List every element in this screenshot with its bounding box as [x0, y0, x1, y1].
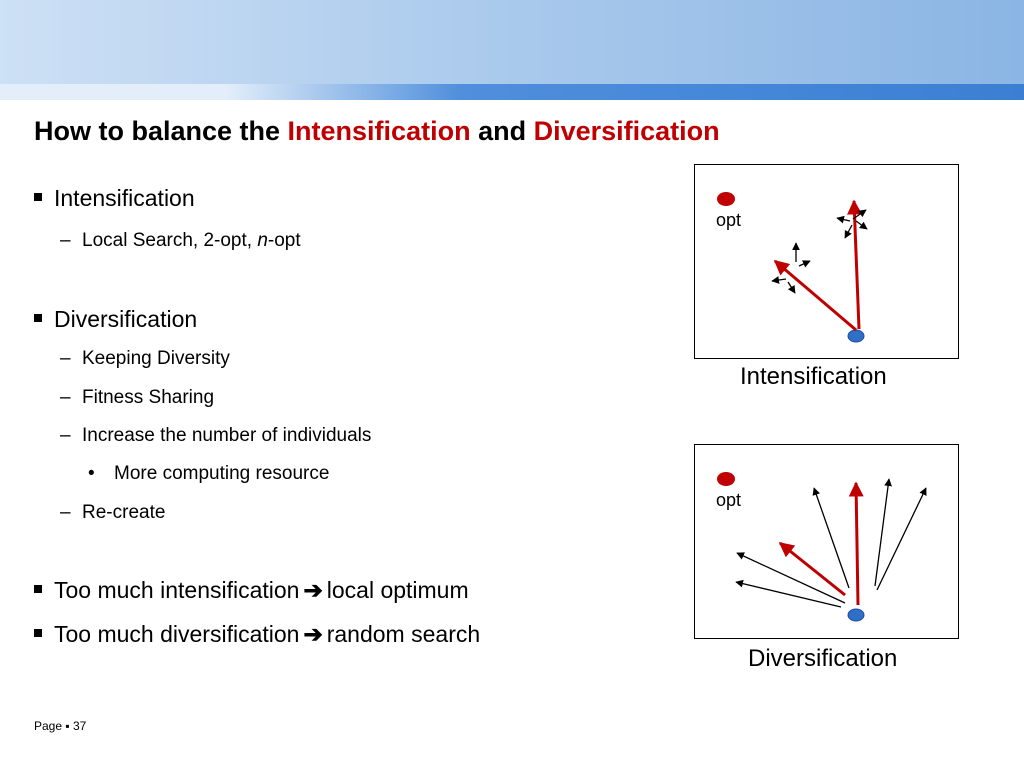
bullet-too-much-intensification [34, 577, 469, 604]
diversification-diagram [694, 444, 959, 639]
sub-bullet-text: Re-create [82, 502, 166, 523]
dash-marker: – [60, 230, 71, 251]
red-search-arrow [780, 543, 845, 595]
local-search-suffix: -opt [267, 230, 301, 251]
bullet-text: Diversification [54, 306, 198, 332]
title-intensification: Intensification [287, 116, 471, 146]
diverse-search-arrows [736, 479, 926, 607]
square-bullet-icon [34, 314, 42, 322]
red-search-arrow [775, 261, 856, 330]
sub-bullet-increase-individuals [60, 425, 371, 447]
bullet-intensification [34, 185, 195, 212]
sub-sub-bullet-text: More computing resource [114, 463, 330, 484]
diversification-diagram-svg [695, 445, 958, 638]
right-arrow-icon: ➔ [303, 577, 323, 603]
slide-title [34, 116, 720, 147]
red-search-arrow [854, 201, 859, 329]
bullet-text-suffix: local optimum [326, 577, 469, 603]
page-number: 37 [72, 719, 87, 733]
local-search-text: Local Search, 2-opt, [82, 230, 258, 251]
bullet-text: Too much diversification [54, 621, 300, 647]
title-prefix: How to balance the [34, 116, 288, 146]
dash-marker: – [60, 348, 71, 369]
page-label: Page [34, 719, 63, 733]
sub-bullet-text: Keeping Diversity [82, 348, 230, 369]
right-arrow-icon: ➔ [303, 621, 323, 647]
square-bullet-icon [34, 629, 42, 637]
title-diversification: Diversification [533, 116, 720, 146]
header-strip [0, 84, 1024, 100]
sub-bullet-text: Fitness Sharing [82, 387, 215, 408]
title-and: and [470, 116, 534, 146]
red-search-arrow [856, 483, 858, 605]
sub-bullet-local-search [60, 230, 301, 252]
page-footer [34, 719, 86, 733]
sub-bullet-text: Increase the number of individuals [82, 425, 372, 446]
opt-label: opt [716, 210, 742, 230]
diversification-caption: Diversification [748, 645, 898, 672]
optimum-point-icon [717, 472, 735, 486]
start-point-icon [848, 609, 864, 621]
sub-bullet-keeping-diversity [60, 348, 230, 370]
intensification-diagram [694, 164, 959, 359]
dash-marker: – [60, 425, 71, 446]
square-bullet-icon [34, 193, 42, 201]
bullet-text-suffix: random search [326, 621, 481, 647]
opt-label: opt [716, 490, 742, 510]
sub-bullet-fitness-sharing [60, 387, 214, 409]
bullet-text: Intensification [54, 185, 195, 211]
dot-marker: • [88, 463, 95, 484]
square-bullet-icon [34, 585, 42, 593]
dash-marker: – [60, 387, 71, 408]
bullet-text: Too much intensification [54, 577, 300, 603]
header-banner [0, 0, 1024, 84]
bullet-too-much-diversification [34, 621, 480, 648]
bullet-diversification [34, 306, 197, 333]
start-point-icon [848, 330, 864, 342]
dash-marker: – [60, 502, 71, 523]
separator-icon: ▪ [65, 719, 70, 733]
intensification-diagram-svg [695, 165, 958, 358]
sub-sub-bullet-computing [88, 463, 329, 485]
local-neighbor-arrows [772, 210, 867, 293]
optimum-point-icon [717, 192, 735, 206]
local-search-n: n [257, 230, 268, 251]
sub-bullet-recreate [60, 502, 165, 524]
intensification-caption: Intensification [740, 363, 887, 390]
